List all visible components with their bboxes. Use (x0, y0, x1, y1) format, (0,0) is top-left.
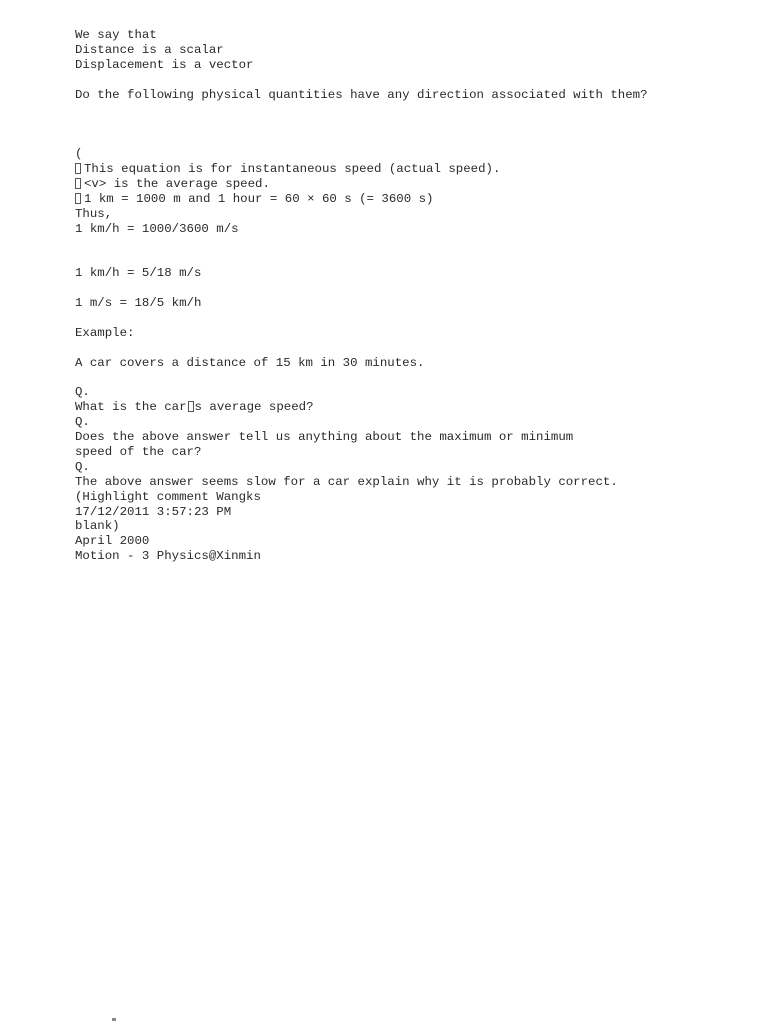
example-text: A car covers a distance of 15 km in 30 minutes. (75, 355, 425, 370)
missing-glyph-icon (75, 193, 81, 204)
question-1-text (75, 400, 735, 415)
missing-glyph-icon (188, 401, 194, 412)
missing-glyph-icon (75, 178, 81, 189)
document-body (75, 28, 735, 564)
question-1-label: Q. (75, 385, 90, 400)
missing-glyph-icon (75, 163, 81, 174)
question-1-text-end: s average speed? (194, 400, 314, 415)
direction-question: Do the following physical quantities have any direction associated with them? (75, 87, 648, 102)
conversion-2: 1 km/h = 5/18 m/s (75, 266, 202, 281)
bullet-line (75, 162, 735, 177)
spacer (75, 371, 735, 386)
spacer (75, 281, 735, 296)
intro-line-3: Displacement is a vector (75, 57, 254, 72)
comment-line-2: 17/12/2011 3:57:23 PM (75, 504, 232, 519)
spacer (75, 311, 735, 326)
bullet-text: This equation is for instantaneous speed (actual speed). (84, 162, 501, 177)
intro-line-2: Distance is a scalar (75, 42, 224, 57)
question-2-line-2: speed of the car? (75, 444, 202, 459)
bullet-text: 1 km = 1000 m and 1 hour = 60 × 60 s (= 3600 s) (84, 191, 434, 206)
conversion-3: 1 m/s = 18/5 km/h (75, 296, 202, 311)
question-2-line-1: Does the above answer tell us anything about the maximum or minimum (75, 430, 574, 445)
comment-line-3: blank) (75, 519, 120, 534)
example-label: Example: (75, 325, 135, 340)
conversion-1: 1 km/h = 1000/3600 m/s (75, 221, 239, 236)
open-paren: ( (75, 147, 83, 162)
question-3-text: The above answer seems slow for a car explain why it is probably correct. (75, 474, 618, 489)
question-3-label: Q. (75, 459, 90, 474)
spacer (75, 102, 735, 147)
bullet-text: <v> is the average speed. (84, 176, 270, 191)
spacer (75, 236, 735, 266)
thus-label: Thus, (75, 206, 113, 221)
spacer (75, 73, 735, 88)
document-date: April 2000 (75, 534, 150, 549)
spacer (75, 341, 735, 356)
page-footer: Motion - 3 Physics@Xinmin (75, 549, 261, 564)
intro-line-1: We say that (75, 28, 157, 42)
bullet-line (75, 177, 735, 192)
question-2-label: Q. (75, 415, 90, 430)
stray-mark (112, 1018, 116, 1021)
bullet-line (75, 192, 735, 207)
comment-line-1: (Highlight comment Wangks (75, 489, 261, 504)
question-1-text-start: What is the car (75, 400, 187, 415)
